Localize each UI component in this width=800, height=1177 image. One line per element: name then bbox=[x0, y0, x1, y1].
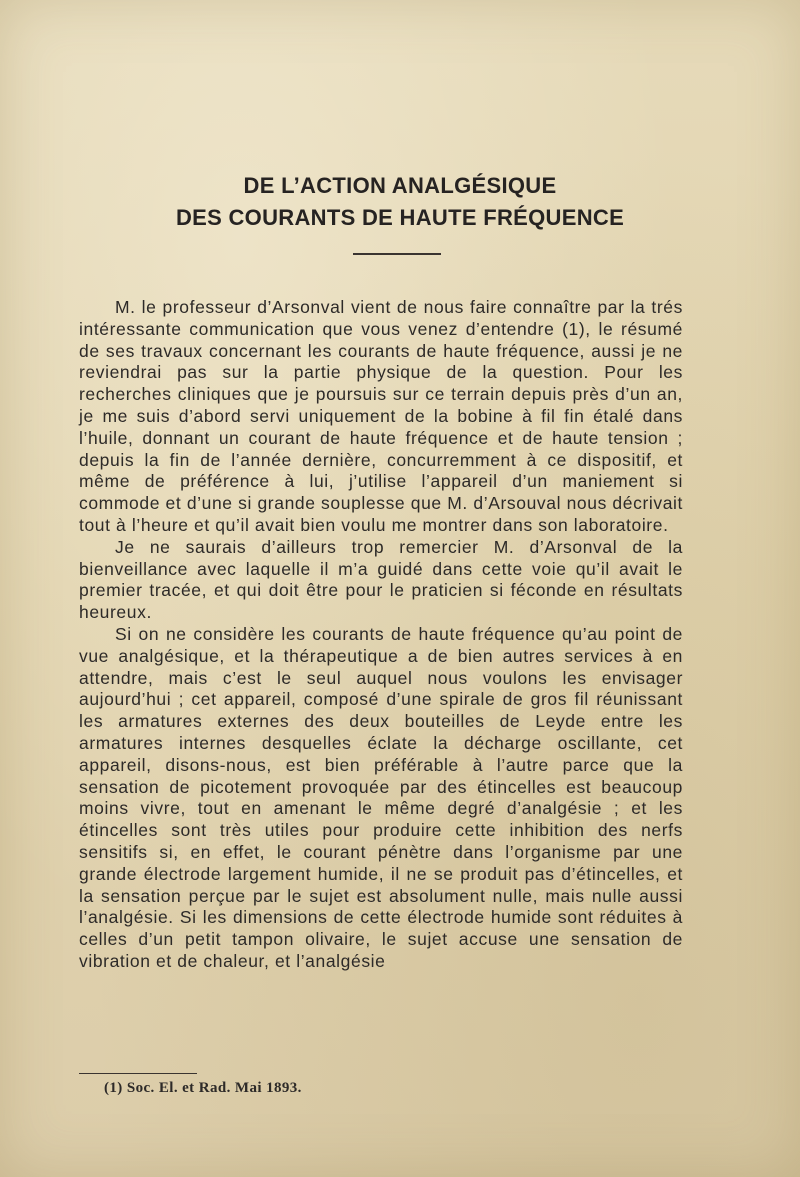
paragraph-3: Si on ne considère les courants de haute fréquence qu’au point de vue analgésique, et la thérapeutique a de bien autres services à en attendre, mais c’est le seul auquel nous voulons les envisager aujourd’hui ; cet appareil, composé d’une spirale de gros fil réunissant les armatures externes des deux bouteilles de Leyde entre les armatures internes desquelles éclate la décharge oscillante, cet appareil, disons-nous, est bien préférable à l’autre parce que la sensation de picotement provoquée par des étincelles est beaucoup moins vivre, tout en amenant le même degré d’analgésie ; et les étincelles sont très utiles pour produire cette inhibition des nerfs sensitifs si, en effet, le courant pénètre dans l’organisme par une grande électrode largement humide, il ne se produit pas d’étincelles, et la sensation perçue par le sujet est absolument nulle, mais nulle aussi l’analgésie. Si les dimensions de cette électrode humide sont réduites à celles d’un petit tampon olivaire, le sujet accuse une sensation de vibration et de chaleur, et l’analgésie bbox=[79, 623, 683, 971]
paragraph-1: M. le professeur d’Arsonval vient de nous faire connaître par la trés intéressante communication que vous venez d’entendre (1), le résumé de ses travaux concernant les courants de haute fréquence, aussi je ne reviendrai pas sur la partie physique de la question. Pour les recherches cliniques que je poursuis sur ce terrain depuis près d’un an, je me suis d’abord servi uniquement de la bobine à fil fin étalé dans l’huile, donnant un courant de haute fréquence et de haute tension ; depuis la fin de l’année dernière, concurremment à ce dispositif, et même de préférence à lui, j’utilise l’appareil d’un maniement si commode et d’une si grande souplesse que M. d’Arsouval nous décrivait tout à l’heure et qu’il avait bien voulu me montrer dans son laboratoire. bbox=[79, 297, 683, 535]
footnote: (1) Soc. El. et Rad. Mai 1893. bbox=[104, 1080, 302, 1096]
title-divider bbox=[353, 253, 441, 255]
title-line-1: DE L’ACTION ANALGÉSIQUE bbox=[243, 173, 557, 198]
paragraph-2: Je ne saurais d’ailleurs trop remercier M. d’Arsonval de la bienveillance avec laquelle il m’a guidé dans cette voie qu’il avait le premier tracée, et qui doit être pour le praticien si féconde en résultats heureux. bbox=[79, 536, 683, 623]
title-line-2: DES COURANTS DE HAUTE FRÉQUENCE bbox=[175, 205, 625, 230]
footnote-divider bbox=[79, 1073, 197, 1074]
article-title bbox=[0, 170, 800, 234]
article-body bbox=[79, 297, 683, 973]
